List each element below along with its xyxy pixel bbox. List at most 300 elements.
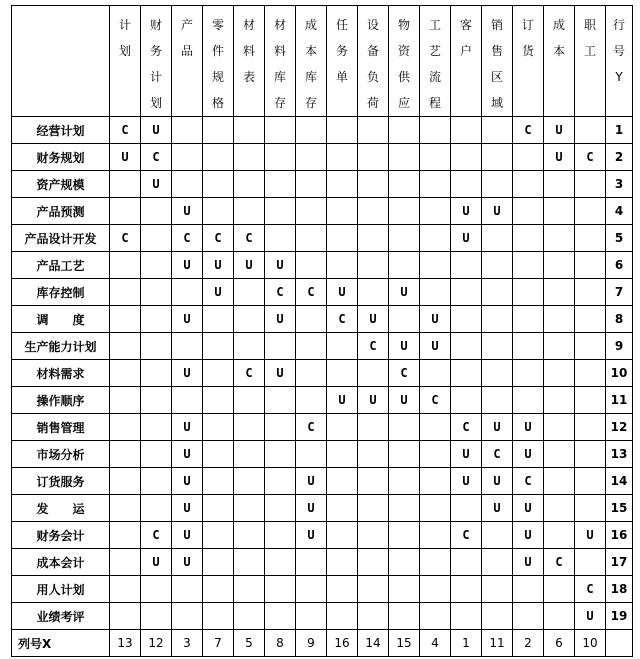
row-number: 1 <box>606 117 633 144</box>
matrix-cell <box>141 603 172 630</box>
matrix-cell <box>110 279 141 306</box>
matrix-cell <box>203 576 234 603</box>
matrix-cell: U <box>513 495 544 522</box>
matrix-cell <box>327 549 358 576</box>
matrix-cell <box>482 387 513 414</box>
matrix-cell: U <box>203 279 234 306</box>
matrix-cell <box>420 549 451 576</box>
matrix-cell: U <box>172 441 203 468</box>
column-number: 15 <box>389 630 420 657</box>
matrix-cell: U <box>389 279 420 306</box>
matrix-cell <box>575 387 606 414</box>
matrix-cell <box>420 171 451 198</box>
matrix-cell <box>296 306 327 333</box>
matrix-cell <box>544 414 575 441</box>
column-header-label: 产品 <box>180 18 193 58</box>
matrix-cell <box>513 603 544 630</box>
matrix-cell <box>172 576 203 603</box>
matrix-cell <box>141 198 172 225</box>
matrix-cell <box>265 603 296 630</box>
matrix-cell <box>110 387 141 414</box>
matrix-cell <box>358 171 389 198</box>
process-name: 用人计划 <box>12 576 110 603</box>
matrix-cell: U <box>141 117 172 144</box>
row-number: 17 <box>606 549 633 576</box>
matrix-cell <box>296 441 327 468</box>
matrix-cell <box>513 198 544 225</box>
matrix-cell <box>172 387 203 414</box>
matrix-cell: C <box>141 522 172 549</box>
matrix-cell <box>234 495 265 522</box>
process-name: 产品预测 <box>12 198 110 225</box>
matrix-cell: U <box>265 306 296 333</box>
matrix-cell <box>513 279 544 306</box>
matrix-cell: C <box>544 549 575 576</box>
column-header <box>420 6 451 117</box>
table-row <box>12 522 633 549</box>
matrix-cell <box>296 603 327 630</box>
matrix-cell <box>482 117 513 144</box>
matrix-cell <box>575 279 606 306</box>
column-header <box>544 6 575 117</box>
matrix-cell <box>172 333 203 360</box>
matrix-cell <box>141 333 172 360</box>
matrix-cell <box>482 279 513 306</box>
process-name: 材料需求 <box>12 360 110 387</box>
table-row <box>12 333 633 360</box>
matrix-cell: U <box>172 468 203 495</box>
table-row <box>12 279 633 306</box>
matrix-cell <box>327 360 358 387</box>
process-name: 生产能力计划 <box>12 333 110 360</box>
table-row <box>12 225 633 252</box>
matrix-cell <box>327 441 358 468</box>
matrix-cell <box>327 603 358 630</box>
matrix-cell <box>420 225 451 252</box>
process-name: 业绩考评 <box>12 603 110 630</box>
matrix-cell: C <box>234 360 265 387</box>
matrix-cell: C <box>296 279 327 306</box>
matrix-cell <box>110 522 141 549</box>
matrix-cell <box>358 522 389 549</box>
matrix-cell <box>544 441 575 468</box>
matrix-cell <box>296 387 327 414</box>
matrix-cell: C <box>110 225 141 252</box>
matrix-cell <box>203 144 234 171</box>
process-name: 产品工艺 <box>12 252 110 279</box>
matrix-cell <box>389 495 420 522</box>
matrix-cell <box>327 144 358 171</box>
matrix-cell <box>544 252 575 279</box>
matrix-cell <box>451 576 482 603</box>
matrix-cell <box>482 306 513 333</box>
matrix-cell: U <box>451 468 482 495</box>
matrix-cell <box>203 117 234 144</box>
column-header-label: 行号Y <box>612 18 625 84</box>
matrix-cell <box>513 387 544 414</box>
matrix-cell <box>203 495 234 522</box>
matrix-cell <box>482 522 513 549</box>
process-name: 财务会计 <box>12 522 110 549</box>
matrix-cell <box>451 252 482 279</box>
matrix-cell <box>203 198 234 225</box>
matrix-cell: U <box>389 333 420 360</box>
column-header <box>451 6 482 117</box>
matrix-cell <box>575 414 606 441</box>
matrix-cell <box>513 144 544 171</box>
matrix-cell <box>265 144 296 171</box>
matrix-cell <box>389 144 420 171</box>
table-row <box>12 198 633 225</box>
process-name: 销售管理 <box>12 414 110 441</box>
matrix-cell <box>141 441 172 468</box>
matrix-cell <box>141 576 172 603</box>
matrix-cell: C <box>420 387 451 414</box>
matrix-cell <box>296 333 327 360</box>
column-header <box>358 6 389 117</box>
matrix-cell: U <box>451 225 482 252</box>
corner-cell <box>12 6 110 117</box>
column-header <box>482 6 513 117</box>
matrix-cell <box>575 549 606 576</box>
matrix-cell <box>141 360 172 387</box>
matrix-cell: U <box>575 522 606 549</box>
matrix-cell <box>327 522 358 549</box>
matrix-cell <box>203 333 234 360</box>
matrix-cell: U <box>172 198 203 225</box>
matrix-cell <box>172 279 203 306</box>
matrix-cell <box>544 522 575 549</box>
matrix-cell <box>420 522 451 549</box>
matrix-cell: C <box>513 117 544 144</box>
matrix-cell: U <box>296 522 327 549</box>
matrix-cell <box>234 198 265 225</box>
matrix-cell <box>420 252 451 279</box>
footer-row <box>12 630 633 657</box>
matrix-cell: U <box>203 252 234 279</box>
matrix-cell <box>265 387 296 414</box>
matrix-cell <box>234 117 265 144</box>
matrix-cell <box>358 414 389 441</box>
matrix-cell: U <box>544 144 575 171</box>
matrix-cell <box>327 117 358 144</box>
matrix-cell <box>110 576 141 603</box>
matrix-cell <box>296 576 327 603</box>
matrix-cell <box>358 603 389 630</box>
matrix-cell <box>141 414 172 441</box>
matrix-cell <box>420 414 451 441</box>
matrix-cell: C <box>234 225 265 252</box>
column-header <box>327 6 358 117</box>
matrix-cell <box>575 468 606 495</box>
table-row <box>12 414 633 441</box>
column-number: 11 <box>482 630 513 657</box>
matrix-cell <box>141 225 172 252</box>
matrix-cell <box>172 171 203 198</box>
matrix-cell <box>358 117 389 144</box>
row-number: 8 <box>606 306 633 333</box>
matrix-cell <box>110 549 141 576</box>
matrix-cell <box>482 603 513 630</box>
process-name: 操作顺序 <box>12 387 110 414</box>
matrix-cell <box>172 603 203 630</box>
process-name: 成本会计 <box>12 549 110 576</box>
table-row <box>12 306 633 333</box>
matrix-cell <box>203 414 234 441</box>
matrix-cell <box>544 279 575 306</box>
column-number-label: 列号X <box>12 630 110 657</box>
matrix-cell <box>575 333 606 360</box>
matrix-cell <box>141 495 172 522</box>
matrix-cell: U <box>141 549 172 576</box>
matrix-cell <box>265 171 296 198</box>
matrix-cell: C <box>482 441 513 468</box>
matrix-cell <box>234 603 265 630</box>
matrix-cell <box>389 441 420 468</box>
matrix-cell: C <box>110 117 141 144</box>
matrix-cell <box>389 198 420 225</box>
matrix-cell: U <box>451 198 482 225</box>
matrix-cell <box>327 468 358 495</box>
matrix-cell <box>544 225 575 252</box>
matrix-cell <box>544 306 575 333</box>
matrix-cell <box>575 171 606 198</box>
matrix-cell <box>358 360 389 387</box>
table-row <box>12 468 633 495</box>
matrix-cell <box>482 171 513 198</box>
matrix-cell: U <box>544 117 575 144</box>
matrix-cell <box>575 360 606 387</box>
matrix-cell <box>203 522 234 549</box>
column-header <box>110 6 141 117</box>
process-name: 产品设计开发 <box>12 225 110 252</box>
matrix-cell <box>296 171 327 198</box>
matrix-cell <box>296 225 327 252</box>
column-header-label: 成本库存 <box>304 18 317 110</box>
matrix-cell <box>327 171 358 198</box>
matrix-cell: U <box>482 495 513 522</box>
matrix-cell: U <box>172 360 203 387</box>
column-header <box>575 6 606 117</box>
matrix-cell: C <box>451 522 482 549</box>
matrix-cell <box>513 576 544 603</box>
footer-empty-cell <box>606 630 633 657</box>
column-number: 1 <box>451 630 482 657</box>
matrix-cell: U <box>358 387 389 414</box>
column-header-label: 销售区域 <box>490 18 503 110</box>
matrix-cell: C <box>265 279 296 306</box>
matrix-cell <box>513 333 544 360</box>
process-name: 订货服务 <box>12 468 110 495</box>
matrix-cell <box>544 360 575 387</box>
matrix-cell <box>358 549 389 576</box>
matrix-cell <box>451 306 482 333</box>
matrix-cell <box>544 495 575 522</box>
matrix-cell <box>575 225 606 252</box>
matrix-cell: U <box>296 468 327 495</box>
matrix-cell <box>296 360 327 387</box>
matrix-cell <box>234 441 265 468</box>
matrix-cell <box>234 279 265 306</box>
matrix-cell <box>358 279 389 306</box>
matrix-cell <box>234 144 265 171</box>
matrix-cell <box>296 549 327 576</box>
matrix-cell <box>358 576 389 603</box>
matrix-cell <box>482 333 513 360</box>
column-header-label: 计划 <box>118 18 131 58</box>
table-row <box>12 549 633 576</box>
matrix-cell <box>327 414 358 441</box>
matrix-cell <box>389 603 420 630</box>
matrix-cell: U <box>513 441 544 468</box>
matrix-cell <box>234 171 265 198</box>
matrix-cell <box>420 279 451 306</box>
row-number: 2 <box>606 144 633 171</box>
matrix-cell <box>296 252 327 279</box>
matrix-cell <box>451 117 482 144</box>
matrix-cell <box>110 171 141 198</box>
matrix-cell: C <box>389 360 420 387</box>
matrix-cell <box>451 387 482 414</box>
matrix-cell <box>141 306 172 333</box>
matrix-cell <box>389 522 420 549</box>
matrix-cell: C <box>451 414 482 441</box>
matrix-cell: C <box>575 144 606 171</box>
matrix-cell <box>389 414 420 441</box>
column-header <box>389 6 420 117</box>
matrix-cell <box>234 549 265 576</box>
matrix-cell <box>513 225 544 252</box>
column-header-label: 物资供应 <box>397 18 410 110</box>
matrix-cell <box>420 495 451 522</box>
matrix-cell <box>513 171 544 198</box>
row-number: 15 <box>606 495 633 522</box>
matrix-cell <box>544 171 575 198</box>
matrix-cell: U <box>420 333 451 360</box>
matrix-cell <box>265 576 296 603</box>
matrix-cell <box>420 117 451 144</box>
matrix-cell <box>265 414 296 441</box>
matrix-cell <box>110 333 141 360</box>
matrix-cell: U <box>234 252 265 279</box>
matrix-cell <box>451 171 482 198</box>
matrix-cell <box>110 603 141 630</box>
matrix-cell: U <box>327 387 358 414</box>
column-number: 7 <box>203 630 234 657</box>
column-number: 2 <box>513 630 544 657</box>
column-header <box>606 6 633 117</box>
column-header-label: 设备负荷 <box>366 18 379 110</box>
matrix-cell <box>327 225 358 252</box>
column-header-label: 订货 <box>521 18 534 58</box>
matrix-cell <box>482 225 513 252</box>
column-header-label: 成本 <box>552 18 565 58</box>
matrix-cell: U <box>327 279 358 306</box>
matrix-cell <box>203 387 234 414</box>
matrix-cell: U <box>172 495 203 522</box>
matrix-cell <box>420 576 451 603</box>
matrix-cell <box>389 306 420 333</box>
row-number: 10 <box>606 360 633 387</box>
matrix-cell <box>544 576 575 603</box>
matrix-cell: U <box>110 144 141 171</box>
column-header-label: 材料表 <box>242 18 255 84</box>
matrix-cell <box>203 306 234 333</box>
matrix-cell <box>110 252 141 279</box>
matrix-cell: U <box>575 603 606 630</box>
column-header-label: 客户 <box>459 18 472 58</box>
matrix-cell <box>358 495 389 522</box>
matrix-cell <box>389 252 420 279</box>
table-row <box>12 603 633 630</box>
matrix-cell <box>389 171 420 198</box>
matrix-cell <box>234 333 265 360</box>
matrix-cell <box>203 549 234 576</box>
matrix-cell: U <box>358 306 389 333</box>
matrix-cell <box>296 144 327 171</box>
column-header <box>141 6 172 117</box>
matrix-cell <box>110 360 141 387</box>
table-row <box>12 117 633 144</box>
matrix-cell: U <box>420 306 451 333</box>
column-header <box>296 6 327 117</box>
matrix-cell: C <box>203 225 234 252</box>
matrix-cell <box>451 495 482 522</box>
matrix-cell <box>544 198 575 225</box>
matrix-cell: U <box>296 495 327 522</box>
matrix-cell <box>327 198 358 225</box>
table-row <box>12 441 633 468</box>
matrix-cell <box>420 468 451 495</box>
matrix-cell <box>575 117 606 144</box>
matrix-cell <box>327 576 358 603</box>
matrix-cell: U <box>172 549 203 576</box>
matrix-cell: U <box>482 468 513 495</box>
matrix-cell <box>575 441 606 468</box>
matrix-cell <box>141 279 172 306</box>
matrix-cell <box>451 603 482 630</box>
column-number: 14 <box>358 630 389 657</box>
matrix-cell <box>358 144 389 171</box>
matrix-cell <box>451 360 482 387</box>
matrix-cell <box>451 333 482 360</box>
matrix-cell <box>141 387 172 414</box>
matrix-cell <box>420 360 451 387</box>
matrix-cell <box>203 441 234 468</box>
column-header-label: 财务计划 <box>149 18 162 110</box>
matrix-cell: U <box>513 549 544 576</box>
matrix-cell <box>544 333 575 360</box>
matrix-cell: U <box>172 252 203 279</box>
column-number: 12 <box>141 630 172 657</box>
matrix-cell <box>451 144 482 171</box>
column-header-label: 职工 <box>583 18 596 58</box>
column-number: 8 <box>265 630 296 657</box>
column-header <box>203 6 234 117</box>
matrix-cell <box>544 603 575 630</box>
matrix-cell <box>234 414 265 441</box>
matrix-cell <box>234 522 265 549</box>
table-row <box>12 360 633 387</box>
table-row <box>12 171 633 198</box>
matrix-cell <box>358 468 389 495</box>
table-row <box>12 252 633 279</box>
matrix-cell <box>482 360 513 387</box>
matrix-cell <box>265 117 296 144</box>
column-header-label: 工艺流程 <box>428 18 441 110</box>
matrix-cell <box>265 468 296 495</box>
matrix-cell <box>544 468 575 495</box>
